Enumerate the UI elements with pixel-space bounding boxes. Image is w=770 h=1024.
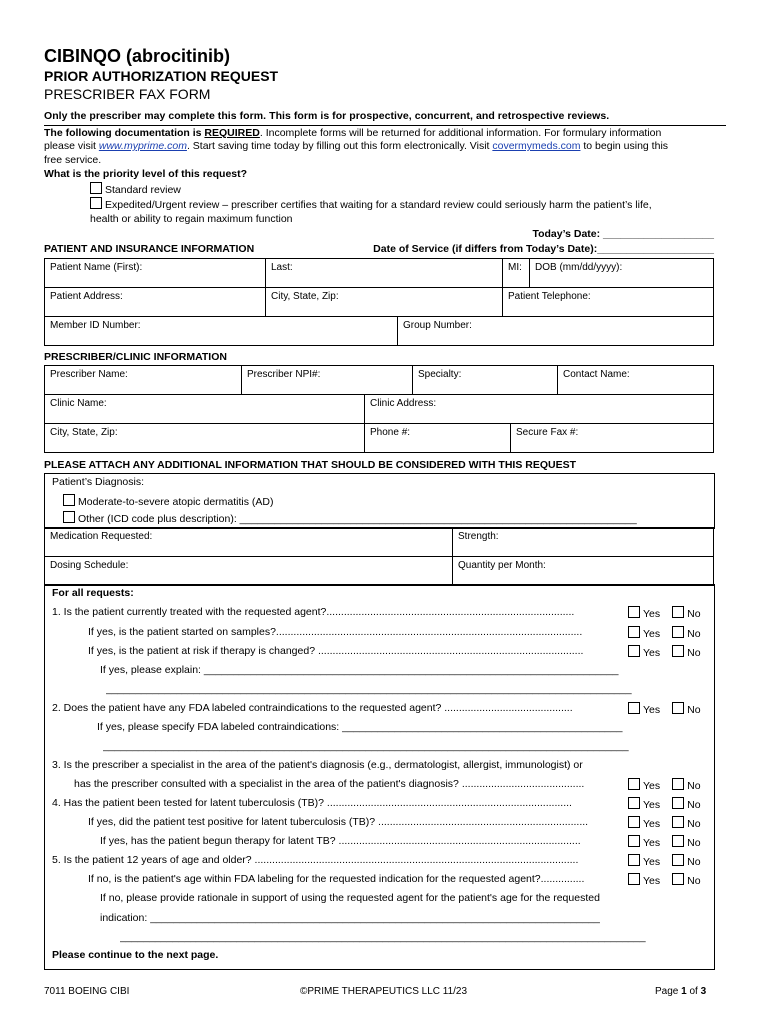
strength-field[interactable] <box>453 528 714 557</box>
question-5c[interactable]: indication: _____________________________________________________________________________ <box>100 912 600 924</box>
q5a-answer <box>628 873 701 887</box>
patient-last-name-field[interactable] <box>266 259 503 288</box>
yes-label: Yes <box>643 875 661 887</box>
q1b-yes-checkbox[interactable] <box>628 645 640 657</box>
form-subtitle: PRIOR AUTHORIZATION REQUEST <box>44 68 279 84</box>
q2-no-checkbox[interactable] <box>672 702 684 714</box>
question-3b: has the prescriber consulted with a specialist in the area of the patient's diagnosis? .......................................... <box>74 778 585 790</box>
patient-telephone-label: Patient Telephone: <box>508 291 591 302</box>
attach-heading: PLEASE ATTACH ANY ADDITIONAL INFORMATION THAT SHOULD BE CONSIDERED WITH THIS REQUEST <box>44 459 576 471</box>
form-name: PRESCRIBER FAX FORM <box>44 86 211 102</box>
q1a-answer <box>628 626 701 640</box>
specialty-label: Specialty: <box>418 369 462 380</box>
q4a-no-checkbox[interactable] <box>672 816 684 828</box>
dx-atopic-checkbox[interactable] <box>63 494 75 506</box>
intro-line-3-a: please visit <box>44 140 99 152</box>
q5-yes-checkbox[interactable] <box>628 854 640 866</box>
clinic-csz-field[interactable] <box>45 424 365 453</box>
q4-answer <box>628 797 701 811</box>
intro-rule <box>44 125 726 126</box>
diagnosis-label: Patient’s Diagnosis: <box>52 476 145 488</box>
question-1c[interactable]: If yes, please explain: _______________________________________________________________________ <box>100 664 619 676</box>
q4a-answer <box>628 816 701 830</box>
page-current: 1 <box>681 986 687 997</box>
no-label: No <box>687 647 701 659</box>
page-of: of <box>686 986 701 997</box>
medication-table <box>44 527 714 586</box>
question-2a[interactable]: If yes, please specify FDA labeled contraindications: ________________________________________________ <box>97 721 623 733</box>
todays-date-field[interactable]: Today’s Date: ___________________ <box>532 228 714 240</box>
dx-atopic-label: Moderate-to-severe atopic dermatitis (AD) <box>78 496 274 508</box>
question-1b: If yes, is the patient at risk if therapy is changed? ........................................................................................... <box>88 645 584 657</box>
question-4a: If yes, did the patient test positive for latent tuberculosis (TB)? ........................................................................ <box>88 816 589 828</box>
secure-fax-field[interactable] <box>511 424 714 453</box>
prescriber-name-field[interactable] <box>45 366 242 395</box>
dx-other-label: Other (ICD code plus description): ____________________________________________________________________ <box>78 513 637 525</box>
yes-label: Yes <box>643 780 661 792</box>
urgent-review-checkbox[interactable] <box>90 197 102 209</box>
patient-mi-field[interactable] <box>503 259 530 288</box>
question-2b-line[interactable]: __________________________________________________________________________________________ <box>103 740 629 752</box>
no-label: No <box>687 799 701 811</box>
page-total: 3 <box>700 986 707 997</box>
q5-answer <box>628 854 701 868</box>
q1-no-checkbox[interactable] <box>672 606 684 618</box>
q5-no-checkbox[interactable] <box>672 854 684 866</box>
question-4b: If yes, has the patient begun therapy for latent TB? ................................................................................... <box>100 835 581 847</box>
medication-field[interactable] <box>45 528 453 557</box>
clinic-phone-field[interactable] <box>365 424 511 453</box>
standard-review-checkbox[interactable] <box>90 182 102 194</box>
q2-yes-checkbox[interactable] <box>628 702 640 714</box>
question-5d-line[interactable]: __________________________________________________________________________________________ <box>120 931 646 943</box>
q1b-no-checkbox[interactable] <box>672 645 684 657</box>
patient-csz-label: City, State, Zip: <box>271 291 339 302</box>
yes-label: Yes <box>643 837 661 849</box>
q4-yes-checkbox[interactable] <box>628 797 640 809</box>
clinic-name-label: Clinic Name: <box>50 398 107 409</box>
no-label: No <box>687 780 701 792</box>
clinic-csz-label: City, State, Zip: <box>50 427 118 438</box>
member-id-label: Member ID Number: <box>50 320 141 331</box>
q5a-yes-checkbox[interactable] <box>628 873 640 885</box>
q2-answer <box>628 702 701 716</box>
q4b-no-checkbox[interactable] <box>672 835 684 847</box>
dx-atopic-option[interactable] <box>63 494 274 508</box>
prescriber-npi-field[interactable] <box>242 366 413 395</box>
contact-name-field[interactable] <box>558 366 714 395</box>
footer-copyright: ©PRIME THERAPEUTICS LLC 11/23 <box>300 986 468 997</box>
prescriber-table <box>44 365 714 395</box>
no-label: No <box>687 628 701 640</box>
q1-yes-checkbox[interactable] <box>628 606 640 618</box>
intro-line-1: Only the prescriber may complete this form. This form is for prospective, concurrent, and retrospective reviews. <box>44 110 610 122</box>
priority-question: What is the priority level of this request? <box>44 168 248 180</box>
patient-first-name-label: Patient Name (First): <box>50 262 143 273</box>
prescriber-section-heading: PRESCRIBER/CLINIC INFORMATION <box>44 351 227 363</box>
patient-first-name-field[interactable] <box>45 259 266 288</box>
patient-csz-field[interactable] <box>266 288 503 317</box>
q1-answer <box>628 606 701 620</box>
intro-required: REQUIRED <box>204 126 260 139</box>
question-1a: If yes, is the patient started on samples?......................................................................................................... <box>88 626 583 638</box>
prescriber-npi-label: Prescriber NPI#: <box>247 369 321 380</box>
urgent-review-label: Expedited/Urgent review – prescriber certifies that waiting for a standard review could seriously harm the patient’s life, <box>105 199 652 211</box>
q3-yes-checkbox[interactable] <box>628 778 640 790</box>
yes-label: Yes <box>643 856 661 868</box>
questions-heading: For all requests: <box>52 587 134 599</box>
patient-dob-label: DOB (mm/dd/yyyy): <box>535 262 623 273</box>
question-1: 1. Is the patient currently treated with the requested agent?..................................................................................... <box>52 606 575 618</box>
question-4: 4. Has the patient been tested for latent tuberculosis (TB)? .................................................................................... <box>52 797 572 809</box>
q4b-yes-checkbox[interactable] <box>628 835 640 847</box>
patient-dob-field[interactable] <box>530 259 714 288</box>
contact-name-label: Contact Name: <box>563 369 630 380</box>
question-5b: If no, please provide rationale in support of using the requested agent for the patient's age for the requested <box>100 892 600 904</box>
member-table <box>44 316 714 346</box>
q1b-answer <box>628 645 701 659</box>
myprime-link[interactable]: www.myprime.com <box>98 140 187 152</box>
no-label: No <box>687 875 701 887</box>
patient-address-table <box>44 287 714 317</box>
specialty-field[interactable] <box>413 366 558 395</box>
q3-no-checkbox[interactable] <box>672 778 684 790</box>
strength-label: Strength: <box>458 531 499 542</box>
secure-fax-label: Secure Fax #: <box>516 427 579 438</box>
form-title: CIBINQO (abrocitinib) <box>44 46 230 66</box>
q1a-no-checkbox[interactable] <box>672 626 684 638</box>
no-label: No <box>687 704 701 716</box>
intro-line-4: free service. <box>44 153 102 166</box>
yes-label: Yes <box>643 647 661 659</box>
urgent-review-option[interactable] <box>90 197 729 213</box>
yes-label: Yes <box>643 608 661 620</box>
yes-label: Yes <box>643 799 661 811</box>
footer-page-number <box>655 986 706 997</box>
dx-other-checkbox[interactable] <box>63 511 75 523</box>
group-number-field[interactable] <box>398 317 714 346</box>
dosing-field[interactable] <box>45 557 453 586</box>
no-label: No <box>687 837 701 849</box>
intro-required-lead: The following documentation is <box>44 126 205 139</box>
intro-block <box>44 110 729 226</box>
urgent-review-label-2: health or ability to regain maximum function <box>90 212 293 225</box>
q4b-answer <box>628 835 701 849</box>
yes-label: Yes <box>643 628 661 640</box>
question-5a: If no, is the patient's age within FDA labeling for the requested indication for the requested agent?............... <box>88 873 585 885</box>
intro-line-2 <box>44 127 729 141</box>
no-label: No <box>687 856 701 868</box>
yes-label: Yes <box>643 704 661 716</box>
standard-review-label: Standard review <box>105 183 181 196</box>
footer-form-code: 7011 BOEING CIBI <box>44 986 130 997</box>
clinic-contact-table <box>44 423 714 453</box>
clinic-address-field[interactable] <box>365 395 714 424</box>
clinic-table <box>44 394 714 424</box>
intro-line-3-c: to begin using this <box>580 140 669 152</box>
clinic-address-label: Clinic Address: <box>370 398 437 409</box>
q4-no-checkbox[interactable] <box>672 797 684 809</box>
medication-label: Medication Requested: <box>50 531 153 542</box>
question-5: 5. Is the patient 12 years of age and older? ............................................................................................................... <box>52 854 579 866</box>
clinic-phone-label: Phone #: <box>370 427 411 438</box>
no-label: No <box>687 608 701 620</box>
dosing-label: Dosing Schedule: <box>50 560 129 571</box>
quantity-label: Quantity per Month: <box>458 560 546 571</box>
patient-last-name-label: Last: <box>271 262 293 273</box>
patient-section-heading: PATIENT AND INSURANCE INFORMATION <box>44 243 255 255</box>
patient-address-label: Patient Address: <box>50 291 123 302</box>
prescriber-name-label: Prescriber Name: <box>50 369 128 380</box>
clinic-name-field[interactable] <box>45 395 365 424</box>
group-number-label: Group Number: <box>403 320 472 331</box>
intro-line-3 <box>44 140 729 154</box>
q1a-yes-checkbox[interactable] <box>628 626 640 638</box>
q3-answer <box>628 778 701 792</box>
patient-address-field[interactable] <box>45 288 266 317</box>
diagnosis-box <box>44 473 715 529</box>
date-of-service-field[interactable]: Date of Service (if differs from Today’s Date):____________________ <box>373 243 714 255</box>
question-1d-line[interactable]: __________________________________________________________________________________________ <box>106 683 632 695</box>
standard-review-option[interactable] <box>90 182 729 198</box>
question-2: 2. Does the patient have any FDA labeled contraindications to the requested agent? ............................................ <box>52 702 573 714</box>
continue-note: Please continue to the next page. <box>52 949 219 961</box>
intro-line-2-rest: . Incomplete forms will be returned for additional information. For formulary information <box>259 126 662 139</box>
covermymeds-link[interactable]: covermymeds.com <box>492 140 581 152</box>
patient-mi-label: MI: <box>508 262 522 273</box>
patient-telephone-field[interactable] <box>503 288 714 317</box>
q4a-yes-checkbox[interactable] <box>628 816 640 828</box>
question-3: 3. Is the prescriber a specialist in the area of the patient's diagnosis (e.g., dermatologist, allergist, immunologist) or <box>52 759 583 771</box>
patient-info-table <box>44 258 714 288</box>
q5a-no-checkbox[interactable] <box>672 873 684 885</box>
page-prefix: Page <box>655 986 682 997</box>
member-id-field[interactable] <box>45 317 398 346</box>
intro-line-3-b: . Start saving time today by filling out this form electronically. Visit <box>186 140 493 152</box>
no-label: No <box>687 818 701 830</box>
yes-label: Yes <box>643 818 661 830</box>
quantity-field[interactable] <box>453 557 714 586</box>
dx-other-option[interactable] <box>63 511 637 525</box>
